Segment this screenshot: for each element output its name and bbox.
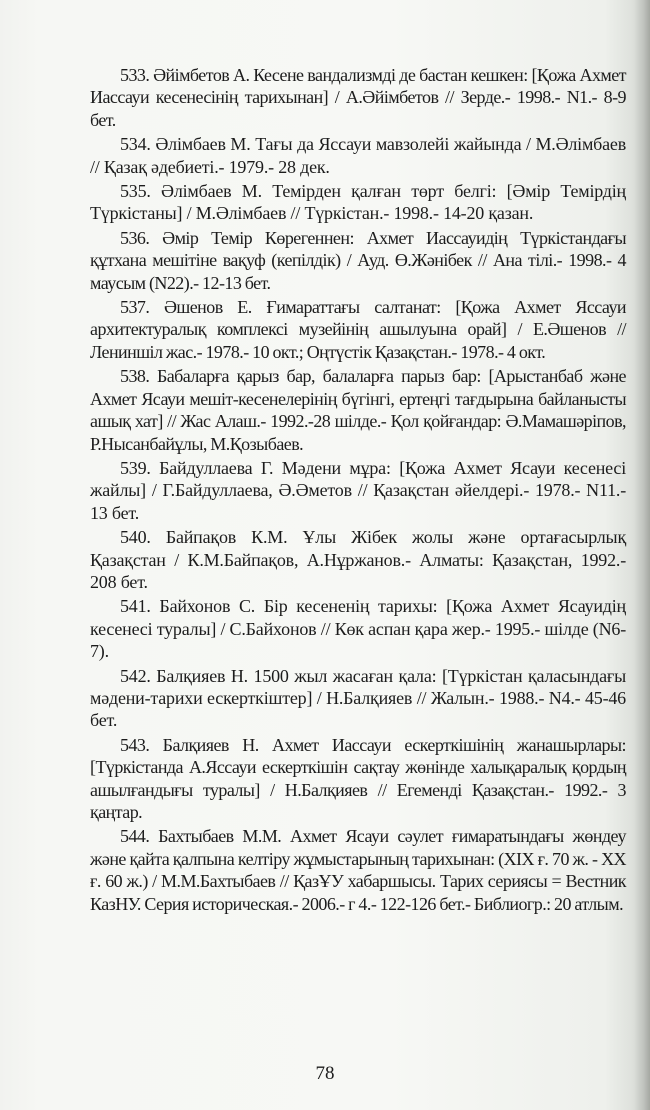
bibliography-entry-541: 541. Байхонов С. Бір кесененің тарихы: [Қожа Ахмет Ясауидің кесенесі туралы] / С.Байхонов // Көк аспан қара жер.- 1995.- шілде (N6-7). [90, 596, 626, 662]
bibliography-entry-543: 543. Балқияев Н. Ахмет Иассауи ескерткішінің жанашырлары: [Түркістанда А.Яссауи ескерткішін сақтау жөнінде халықаралық қордың ашылғандығы туралы] / Н.Балқияев // Егеменді Қазақстан.- 1992.- 3 қаңтар. [90, 734, 626, 822]
bibliography-entry-534: 534. Әлімбаев М. Тағы да Яссауи мавзолейі жайында / М.Әлімбаев // Қазақ әдебиеті.- 1979.- 28 дек. [90, 134, 626, 177]
bibliography-entry-544: 544. Бахтыбаев М.М. Ахмет Ясауи сәулет ғимаратындағы жөндеу және қайта қалпына келтіру жұмыстарының тарихынан: (XIX ғ. 70 ж. - XX ғ. 60 ж.) / М.М.Бахтыбаев // ҚазҰУ хабаршысы. Тарих сериясы = Вестник КазНУ. Серия историческая.- 2006.- г 4.- 122-126 бет.- Библиогр.: 20 атлым. [90, 826, 626, 914]
bibliography-entry-536: 536. Әмір Темір Көрегеннен: Ахмет Иассауидің Түркістандағы құтхана мешітіне вақуф (кепілдік) / Ауд. Ө.Жәнібек // Ана тілі.- 1998.- 4 маусым (N22).- 12-13 бет. [90, 227, 626, 293]
page-edge-shadow [634, 0, 650, 1110]
bibliography-entry-540: 540. Байпақов К.М. Ұлы Жібек жолы және ортағасырлық Қазақстан / К.М.Байпақов, А.Нұржанов.- Алматы: Қазақстан, 1992.- 208 бет. [90, 527, 626, 592]
bibliography-entry-537: 537. Әшенов Е. Ғимараттағы салтанат: [Қожа Ахмет Яссауи архитектуралық комплексі музейінің ашылуына орай] / Е.Әшенов // Лениншіл жас.- 1978.- 10 окт.; Оңтүстік Қазақстан.- 1978.- 4 окт. [90, 297, 626, 362]
page-number: 78 [315, 1063, 335, 1084]
bibliography-entry-539: 539. Байдуллаева Г. Мәдени мұра: [Қожа Ахмет Ясауи кесенесі жайлы] / Г.Байдуллаева, Ә.Әметов // Қазақстан әйелдері.- 1978.- N11.- 13 бет. [90, 457, 626, 523]
bibliography-entry-533: 533. Әйімбетов А. Кесене вандализмді де бастан кешкен: [Қожа Ахмет Иассауи кесенесінің тарихынан] / А.Әйімбетов // Зерде.- 1998.- N1.- 8-9 бет. [90, 65, 626, 130]
bibliography-entry-538: 538. Бабаларға қарыз бар, балаларға парыз бар: [Арыстанбаб және Ахмет Ясауи мешіт-кесенелерінің бүгінгі, ертеңгі тағдырына байланысты ашық хат] // Жас Алаш.- 1992.-28 шілде.- Қол қойғандар: Ә.Мамашәріпов, Р.Нысанбайұлы, М.Қозыбаев. [90, 366, 626, 454]
bibliography-entry-542: 542. Балқияев Н. 1500 жыл жасаған қала: [Түркістан қаласындағы мәдени-тарихи ескерткіштер] / Н.Балқияев // Жалын.- 1988.- N4.- 45-46 бет. [90, 665, 626, 731]
bibliography-list [90, 64, 626, 917]
bibliography-entry-535: 535. Әлімбаев М. Темірден қалған төрт белгі: [Әмір Темірдің Түркістаны] / М.Әлімбаев // Түркістан.- 1998.- 14-20 қазан. [90, 181, 626, 224]
